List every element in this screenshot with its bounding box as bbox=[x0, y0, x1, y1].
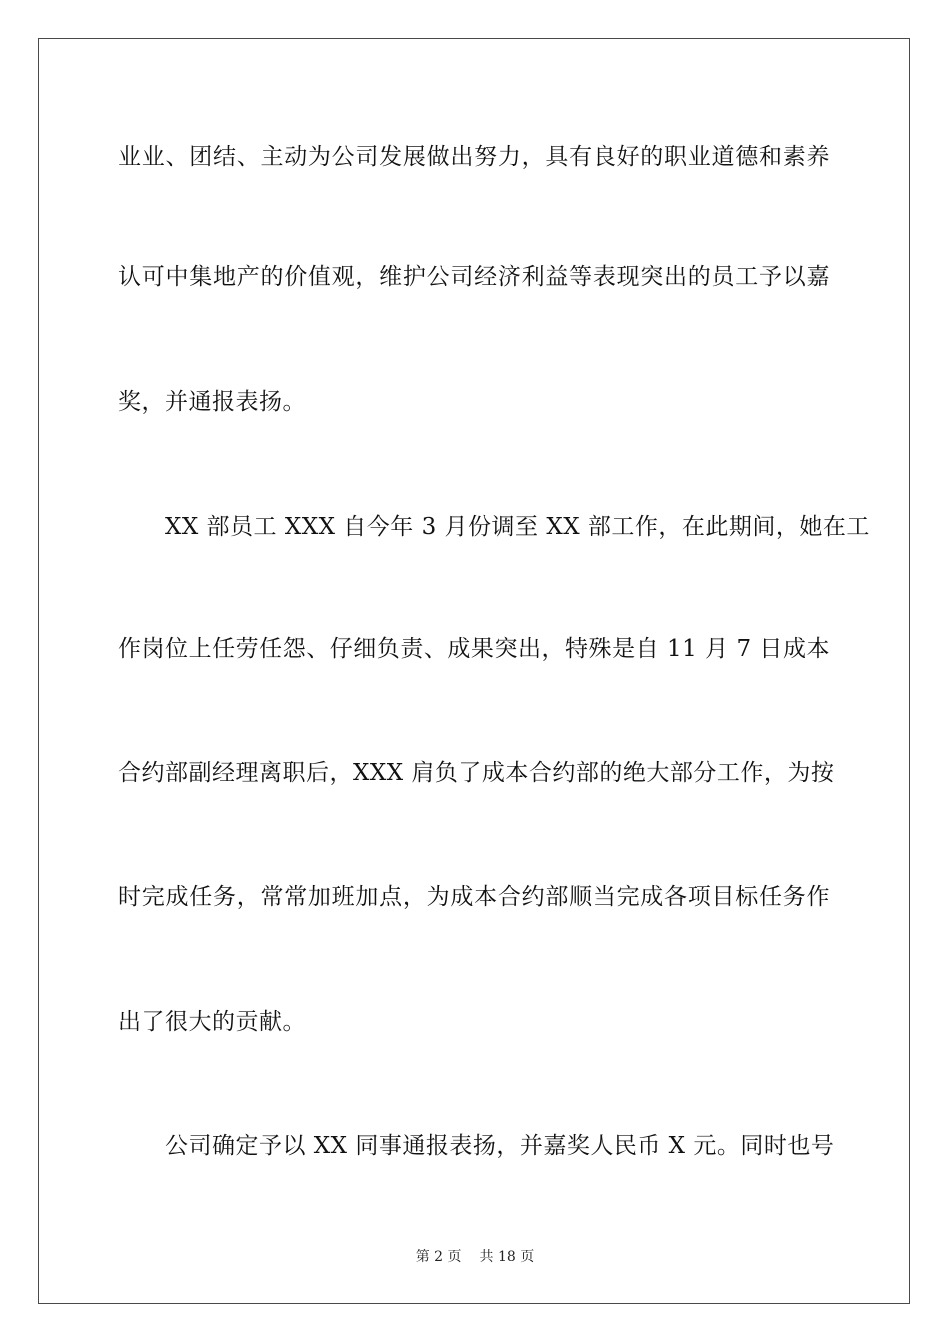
page-footer bbox=[0, 1248, 950, 1266]
paragraph-line-8: 出了很大的贡献。 bbox=[118, 1009, 306, 1035]
paragraph-line-5: 作岗位上任劳任怨、仔细负责、成果突出，特殊是自 11 月 7 日成本 bbox=[118, 636, 830, 662]
page-number: 第 2 页 bbox=[415, 1249, 462, 1265]
paragraph-line-9: 公司确定予以 XX 同事通报表扬，并嘉奖人民币 X 元。同时也号 bbox=[165, 1133, 835, 1159]
paragraph-line-2: 认可中集地产的价值观，维护公司经济利益等表现突出的员工予以嘉 bbox=[118, 264, 830, 290]
paragraph-line-4: XX 部员工 XXX 自今年 3 月份调至 XX 部工作，在此期间，她在工 bbox=[165, 514, 870, 540]
paragraph-line-1: 业业、团结、主动为公司发展做出努力，具有良好的职业道德和素养 bbox=[118, 144, 830, 170]
page-border bbox=[38, 38, 910, 1304]
paragraph-line-6: 合约部副经理离职后，XXX 肩负了成本合约部的绝大部分工作，为按 bbox=[118, 760, 835, 786]
paragraph-line-7: 时完成任务，常常加班加点，为成本合约部顺当完成各项目标任务作 bbox=[118, 884, 830, 910]
paragraph-line-3: 奖，并通报表扬。 bbox=[118, 389, 306, 415]
total-pages: 共 18 页 bbox=[479, 1249, 535, 1265]
